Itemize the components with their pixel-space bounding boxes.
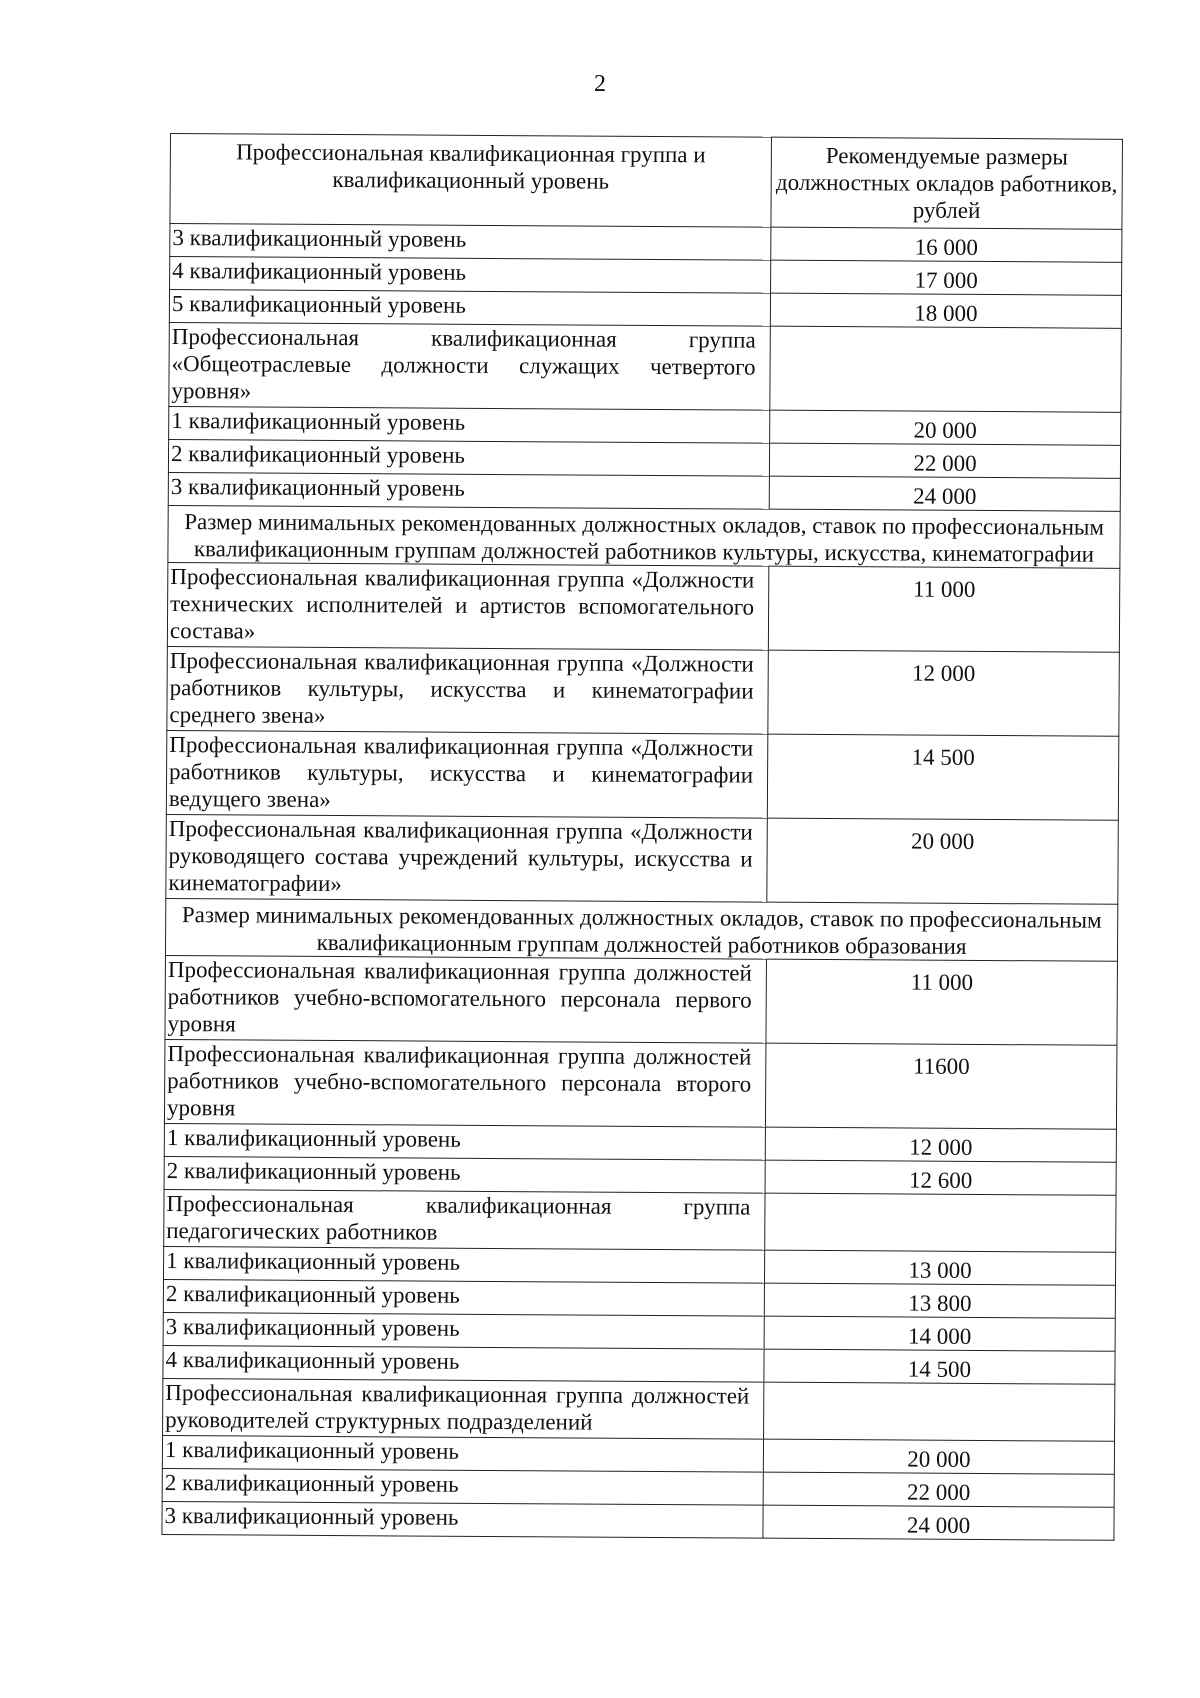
row-name-cell: 5 квалификационный уровень [169,290,770,327]
section-heading-row [165,898,1117,961]
qualification-group-row [167,646,1119,736]
header-group-level: Профессиональная квалификационная группа и квалификационный уровень [170,134,772,228]
row-name-cell: 3 квалификационный уровень [170,224,771,261]
section-heading-row [168,505,1120,568]
salary-table [161,133,1123,1541]
qualification-group-row [167,562,1119,652]
row-salary-cell: 20 000 [763,1439,1114,1474]
row-name-cell: 2 квалификационный уровень [162,1468,763,1505]
row-name-cell: Профессиональная квалификационная группа «Должности работников культуры, искусства и кинематографии среднего звена» [167,646,769,734]
header-salary: Рекомендуемые размеры должностных окладов работников, рублей [771,137,1123,229]
row-name-cell: 3 квалификационный уровень [168,472,769,509]
row-name-cell: 2 квалификационный уровень [163,1279,764,1316]
row-salary-cell: 22 000 [769,443,1120,478]
row-salary-cell: 24 000 [769,476,1120,511]
qualification-group-row [169,322,1121,412]
row-name-cell: Профессиональная квалификационная группа должностей работников учебно-вспомогательного персонала первого уровня [165,955,767,1043]
qualification-group-row [166,814,1118,904]
section-heading: Размер минимальных рекомендованных должностных окладов, ставок по профессиональным квалификационным группам должностей работников культуры, искусства, кинематографии [168,505,1120,568]
section-heading: Размер минимальных рекомендованных должностных окладов, ставок по профессиональным квалификационным группам должностей работников образования [165,898,1117,961]
row-name-cell: 2 квалификационный уровень [164,1156,765,1193]
row-salary-cell: 14 000 [764,1316,1115,1351]
row-name-cell: 3 квалификационный уровень [163,1312,764,1349]
row-name-cell: 4 квалификационный уровень [163,1345,764,1382]
row-name-cell: Профессиональная квалификационная группа должностей работников учебно-вспомогательного персонала второго уровня [164,1039,766,1127]
row-salary-cell: 18 000 [770,293,1121,328]
row-name-cell: 1 квалификационный уровень [164,1123,765,1160]
row-name-cell: Профессиональная квалификационная группа «Должности работников культуры, искусства и кинематографии ведущего звена» [166,730,768,818]
row-salary-cell: 17 000 [771,260,1122,295]
row-salary-cell: 13 000 [764,1250,1115,1285]
table-header-row [170,134,1123,230]
row-name-cell: 1 квалификационный уровень [163,1246,764,1283]
row-salary-cell: 12 600 [765,1160,1116,1195]
row-salary-cell: 20 000 [767,818,1119,904]
qualification-group-row [165,955,1117,1045]
row-salary-cell: 24 000 [763,1505,1114,1540]
row-salary-cell: 12 000 [765,1127,1116,1162]
row-name-cell: 4 квалификационный уровень [170,257,771,294]
row-name-cell: Профессиональная квалификационная группа «Должности технических исполнителей и артистов вспомогательного состава» [167,562,769,650]
row-name-cell: 1 квалификационный уровень [169,406,770,443]
page-number: 2 [594,71,606,97]
row-salary-cell: 11 000 [768,566,1120,652]
qualification-group-row [164,1039,1116,1129]
row-salary-cell: 20 000 [770,410,1121,445]
row-salary-cell: 14 500 [764,1349,1115,1384]
row-salary-cell [764,1382,1115,1441]
qualification-group-row [164,1189,1116,1252]
table-body [162,134,1123,1541]
qualification-group-row [166,730,1118,820]
qualification-level-row [162,1501,1114,1540]
row-name-cell: 2 квалификационный уровень [168,439,769,476]
row-name-cell: Профессиональная квалификационная группа «Должности руководящего состава учреждений культуры, искусства и кинематографии» [166,814,768,902]
row-salary-cell [770,326,1122,412]
row-name-cell: 1 квалификационный уровень [162,1435,763,1472]
row-salary-cell: 14 500 [767,734,1119,820]
row-salary-cell: 16 000 [771,227,1122,262]
qualification-group-row [163,1378,1115,1441]
row-name-cell: Профессиональная квалификационная группа должностей руководителей структурных подразделений [163,1378,764,1439]
row-salary-cell: 11 000 [766,959,1118,1045]
row-name-cell: Профессиональная квалификационная группа педагогических работников [164,1189,765,1250]
row-salary-cell: 22 000 [763,1472,1114,1507]
row-salary-cell: 13 800 [764,1283,1115,1318]
row-name-cell: 3 квалификационный уровень [162,1501,763,1538]
row-salary-cell [765,1193,1116,1252]
row-salary-cell: 12 000 [768,650,1120,736]
row-name-cell: Профессиональная квалификационная группа «Общеотраслевые должности служащих четвертого уровня» [169,322,771,410]
row-salary-cell: 11600 [765,1043,1117,1129]
